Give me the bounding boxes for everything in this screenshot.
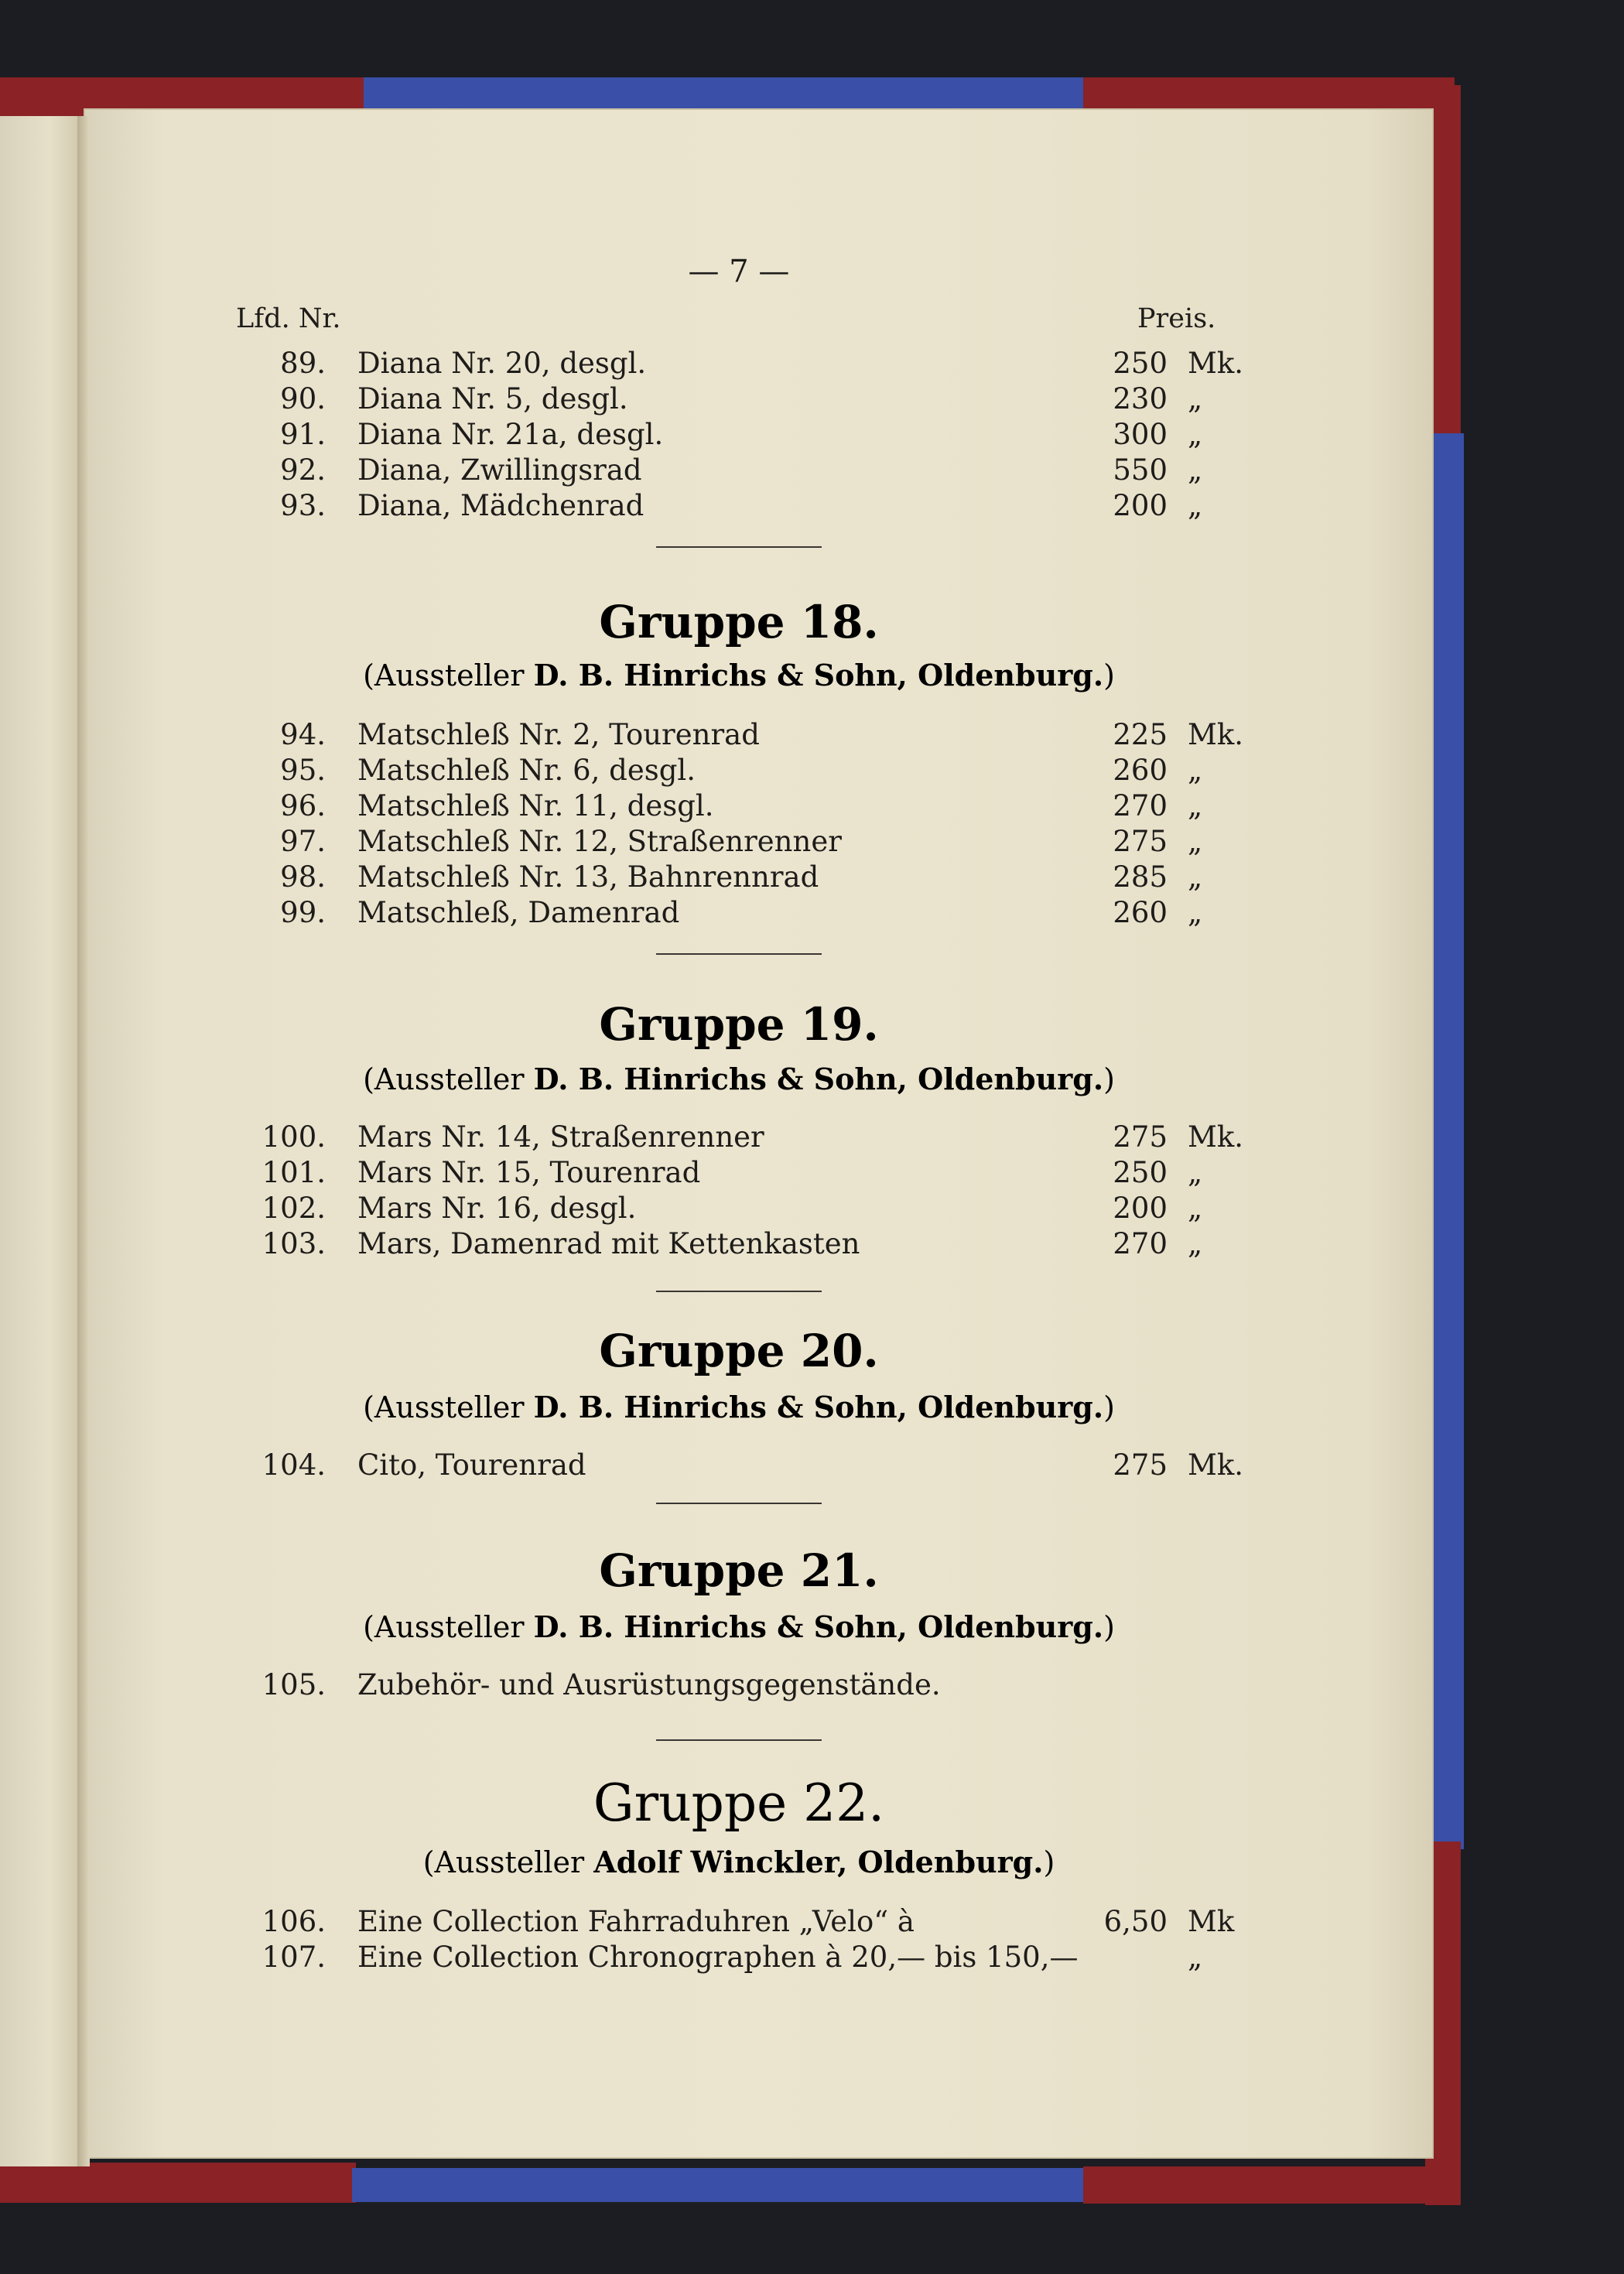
entry-unit: Mk. (1188, 1448, 1244, 1482)
entry-description: Diana, Mädchenrad (357, 489, 644, 522)
entry-price: 200 (1113, 489, 1168, 522)
divider-rule (656, 953, 822, 955)
entry-unit: „ (1188, 896, 1203, 929)
entry-unit: Mk. (1188, 347, 1244, 380)
entry-description: Mars Nr. 14, Straßenrenner (357, 1120, 764, 1154)
column-header-number: Lfd. Nr. (236, 303, 341, 334)
entry-description: Matschleß Nr. 13, Bahnrennrad (357, 860, 819, 894)
group-title: Gruppe 21. (599, 1544, 879, 1597)
list-item (0, 347, 1624, 382)
entry-description: Matschleß Nr. 2, Tourenrad (357, 718, 760, 751)
entry-description: Diana, Zwillingsrad (357, 453, 642, 487)
exhibitor-prefix: (Aussteller (363, 1610, 534, 1644)
entry-price: 225 (1113, 718, 1168, 751)
entry-number: 90. (280, 382, 326, 415)
entry-number: 92. (280, 453, 326, 487)
exhibitor-suffix: ) (1103, 658, 1115, 692)
cover-edge-top-right (1083, 77, 1455, 111)
exhibitor-prefix: (Aussteller (422, 1845, 594, 1879)
entry-price: 300 (1113, 418, 1168, 451)
list-item (0, 453, 1624, 489)
entry-price: 285 (1113, 860, 1168, 894)
exhibitor-line (0, 1062, 1478, 1096)
exhibitor-line (0, 1390, 1478, 1424)
entry-number: 100. (262, 1120, 326, 1154)
entry-number: 97. (280, 825, 326, 858)
entry-number: 93. (280, 489, 326, 522)
entry-price: 230 (1113, 382, 1168, 415)
list-item (0, 896, 1624, 932)
entry-unit: Mk. (1188, 718, 1244, 751)
exhibitor-name: Adolf Winckler, Oldenburg. (593, 1845, 1044, 1879)
entry-price: 260 (1113, 754, 1168, 787)
entry-description: Matschleß, Damenrad (357, 896, 680, 929)
group-title: Gruppe 19. (599, 998, 879, 1051)
entry-description: Zubehör- und Ausrüstungsgegenstände. (357, 1668, 941, 1701)
group-title: Gruppe 22. (593, 1773, 885, 1833)
exhibitor-line (0, 658, 1478, 692)
entry-description: Mars, Damenrad mit Kettenkasten (357, 1227, 860, 1260)
exhibitor-prefix: (Aussteller (363, 1390, 534, 1424)
cover-edge-bottom-left (0, 2163, 356, 2203)
entry-unit: „ (1188, 1941, 1203, 1974)
list-item (0, 418, 1624, 453)
entry-number: 96. (280, 789, 326, 822)
list-item (0, 1905, 1624, 1941)
entry-price: 200 (1113, 1192, 1168, 1225)
cover-edge-top-middle (364, 77, 1099, 108)
entry-price: 275 (1113, 825, 1168, 858)
list-item (0, 1941, 1624, 1976)
entry-unit: „ (1188, 1192, 1203, 1225)
entry-unit: „ (1188, 825, 1203, 858)
entry-description: Mars Nr. 15, Tourenrad (357, 1156, 701, 1189)
entry-description: Cito, Tourenrad (357, 1448, 586, 1482)
entry-number: 104. (262, 1448, 326, 1482)
exhibitor-name: D. B. Hinrichs & Sohn, Oldenburg. (533, 1062, 1104, 1096)
list-item (0, 1668, 1624, 1704)
entry-description: Eine Collection Fahrraduhren „Velo“ à (357, 1905, 915, 1938)
list-item (0, 489, 1624, 525)
exhibitor-prefix: (Aussteller (363, 658, 534, 692)
entry-number: 91. (280, 418, 326, 451)
list-item (0, 1156, 1624, 1192)
entry-description: Matschleß Nr. 6, desgl. (357, 754, 696, 787)
entry-description: Diana Nr. 21a, desgl. (357, 418, 664, 451)
list-item (0, 1227, 1624, 1263)
entry-description: Matschleß Nr. 11, desgl. (357, 789, 714, 822)
list-item (0, 789, 1624, 825)
exhibitor-line (0, 1609, 1478, 1644)
entry-number: 107. (262, 1941, 326, 1974)
entry-unit: Mk (1188, 1905, 1235, 1938)
entry-price: 250 (1113, 347, 1168, 380)
entry-unit: „ (1188, 1156, 1203, 1189)
entry-description: Diana Nr. 5, desgl. (357, 382, 628, 415)
entry-unit: „ (1188, 789, 1203, 822)
entry-number: 101. (262, 1156, 326, 1189)
exhibitor-name: D. B. Hinrichs & Sohn, Oldenburg. (533, 1390, 1104, 1424)
group-title: Gruppe 20. (599, 1325, 879, 1377)
entry-number: 102. (262, 1192, 326, 1225)
divider-rule (656, 546, 822, 548)
entry-unit: „ (1188, 382, 1203, 415)
list-item (0, 1192, 1624, 1227)
list-item (0, 825, 1624, 860)
group-title: Gruppe 18. (599, 596, 879, 648)
divider-rule (656, 1739, 822, 1741)
column-header-price: Preis. (1137, 303, 1216, 334)
entry-description: Diana Nr. 20, desgl. (357, 347, 647, 380)
list-item (0, 382, 1624, 418)
list-item (0, 718, 1624, 754)
divider-rule (656, 1291, 822, 1292)
entry-price: 6,50 (1103, 1905, 1168, 1938)
page-number: — 7 — (688, 254, 790, 289)
entry-unit: „ (1188, 453, 1203, 487)
entry-number: 105. (262, 1668, 326, 1701)
entry-unit: Mk. (1188, 1120, 1244, 1154)
exhibitor-suffix: ) (1103, 1610, 1115, 1644)
entry-description: Eine Collection Chronographen à 20,— bis 150,— (357, 1941, 1079, 1974)
exhibitor-line (0, 1845, 1478, 1879)
exhibitor-suffix: ) (1103, 1390, 1115, 1424)
entry-number: 98. (280, 860, 326, 894)
entry-price: 275 (1113, 1448, 1168, 1482)
list-item (0, 860, 1624, 896)
list-item (0, 1448, 1624, 1484)
entry-unit: „ (1188, 418, 1203, 451)
entry-price: 550 (1113, 453, 1168, 487)
entry-number: 89. (280, 347, 326, 380)
entry-number: 94. (280, 718, 326, 751)
cover-edge-bottom-right (1083, 2166, 1461, 2204)
entry-unit: „ (1188, 489, 1203, 522)
entry-description: Matschleß Nr. 12, Straßenrenner (357, 825, 842, 858)
entry-price: 270 (1113, 1227, 1168, 1260)
entry-unit: „ (1188, 754, 1203, 787)
cover-edge-bottom-middle (352, 2168, 1095, 2202)
entry-price: 250 (1113, 1156, 1168, 1189)
entry-price: 275 (1113, 1120, 1168, 1154)
divider-rule (656, 1503, 822, 1504)
entry-description: Mars Nr. 16, desgl. (357, 1192, 637, 1225)
entry-number: 103. (262, 1227, 326, 1260)
exhibitor-suffix: ) (1103, 1062, 1115, 1096)
entry-price: 270 (1113, 789, 1168, 822)
entry-number: 99. (280, 896, 326, 929)
entry-unit: „ (1188, 1227, 1203, 1260)
exhibitor-name: D. B. Hinrichs & Sohn, Oldenburg. (533, 658, 1104, 692)
exhibitor-suffix: ) (1043, 1845, 1055, 1879)
entry-unit: „ (1188, 860, 1203, 894)
list-item (0, 1120, 1624, 1156)
list-item (0, 754, 1624, 789)
entry-number: 95. (280, 754, 326, 787)
exhibitor-prefix: (Aussteller (363, 1062, 534, 1096)
entry-number: 106. (262, 1905, 326, 1938)
exhibitor-name: D. B. Hinrichs & Sohn, Oldenburg. (533, 1609, 1104, 1644)
entry-price: 260 (1113, 896, 1168, 929)
